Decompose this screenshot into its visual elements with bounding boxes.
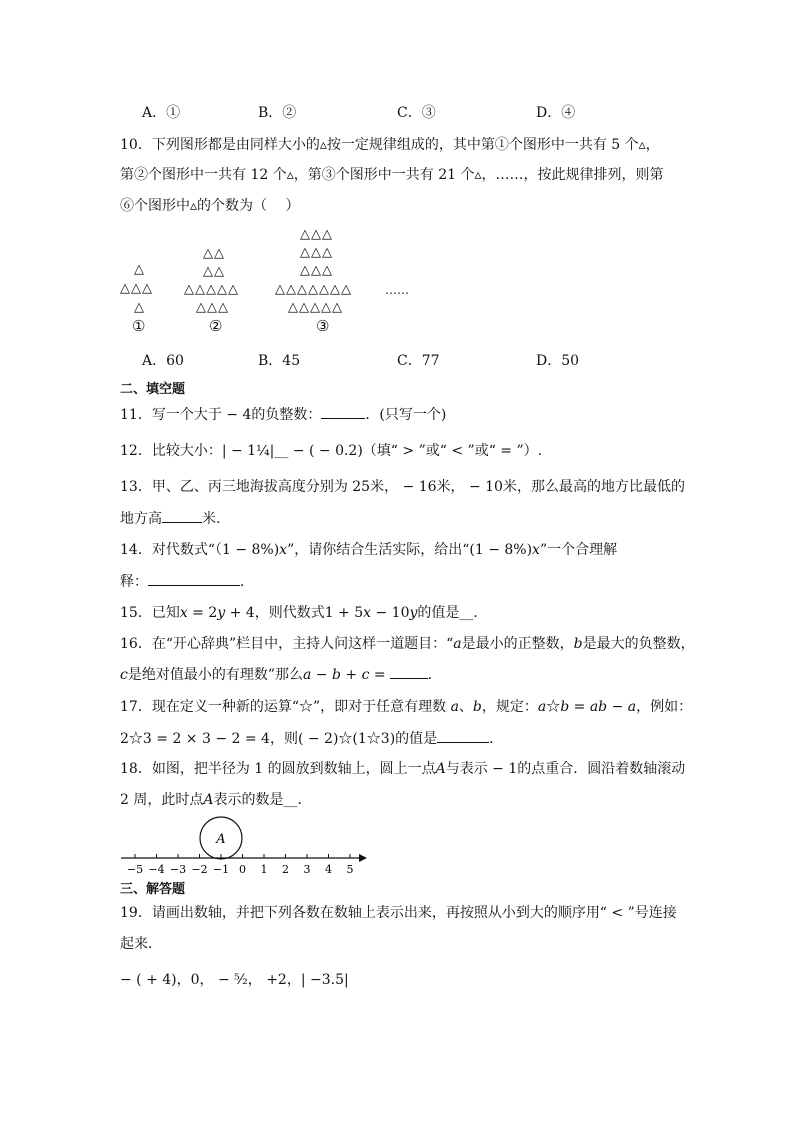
q17-blank — [437, 728, 489, 743]
q17-line-2 — [120, 728, 503, 749]
q10-option-c: C．77 — [397, 353, 440, 369]
q14-text-after: ． — [240, 574, 254, 590]
tick-label: 5 — [346, 863, 354, 876]
q16-text-after: ． — [427, 667, 442, 683]
tick-label: −1 — [212, 863, 230, 876]
q16-text: 𝑐是绝对值最小的有理数”那么𝑎 − 𝑏 + 𝑐 = — [120, 667, 386, 683]
q17-line-1: 17．现在定义一种新的运算“☆”，即对于任意有理数 𝑎、𝑏，规定：𝑎☆𝑏 = 𝑎𝑏 − 𝑎，例如： — [120, 699, 693, 715]
tick-label: −4 — [148, 863, 165, 876]
q13-line-1: 13．甲、乙、丙三地海拔高度分别为 25米， − 16米， − 10米，那么最高的地方比最低的 — [120, 479, 685, 495]
fig1-row-1: △ — [134, 262, 145, 277]
q11 — [120, 404, 446, 425]
fig1-row-3: △ — [134, 300, 145, 315]
q19-line-3: − ( + 4)，0， − ⁵⁄₂， +2，| −3.5| — [120, 972, 349, 988]
fig3-row-4: △△△△△△△ — [275, 282, 352, 297]
section-solve-heading: 三、解答题 — [120, 882, 186, 897]
q9-option-d: D．④ — [536, 105, 576, 121]
q14-line-2 — [120, 571, 254, 592]
tick-label: 2 — [282, 863, 289, 876]
tick-label: 4 — [325, 863, 332, 876]
tick-label: −3 — [169, 863, 187, 876]
fig3-row-3: △△△ — [300, 263, 333, 278]
q16-line-2 — [120, 664, 442, 685]
q10-option-d: D．50 — [536, 353, 580, 369]
q14-text: 释： — [120, 574, 148, 590]
number-line-arrow — [359, 854, 367, 862]
number-line-figure — [115, 812, 380, 878]
fig1-label: ① — [132, 317, 146, 335]
fig3-row-5: △△△△△ — [288, 300, 343, 315]
q17-text: 2☆3 = 2 × 3 − 2 = 4，则( − 2)☆(1☆3)的值是 — [120, 731, 438, 747]
circle-label: 𝐴 — [216, 832, 226, 847]
fig2-row-1: △△ — [203, 246, 225, 261]
q17-text-after: ． — [489, 731, 504, 747]
fig2-row-3: △△△△△ — [184, 282, 239, 297]
fig2-row-2: △△ — [203, 264, 225, 279]
q13-text: 地方高 — [120, 511, 162, 527]
fig2-label: ② — [209, 317, 223, 335]
q9-option-c: C．③ — [397, 105, 436, 121]
q11-text: 11．写一个大于 − 4的负整数： — [120, 407, 322, 423]
q18-line-1: 18．如图，把半径为 1 的圆放到数轴上，圆上一点𝐴与表示 − 1的点重合．圆沿着数轴滚动 — [120, 761, 686, 777]
q10-line-1: 10．下列图形都是由同样大小的▵按一定规律组成的，其中第①个图形中一共有 5 个▵， — [120, 137, 660, 153]
tick-label: −2 — [191, 863, 208, 876]
q19-line-2: 起来． — [120, 936, 162, 952]
tick-label: −5 — [126, 863, 144, 876]
fig3-row-2: △△△ — [300, 245, 333, 260]
q14-blank — [148, 571, 240, 586]
q9-option-a: A．① — [142, 105, 181, 121]
q10-line-3: ⑥个图形中▵的个数为（ ） — [120, 198, 300, 214]
q19-line-1: 19．请画出数轴，并把下列各数在数轴上表示出来，再按照从小到大的顺序用“ < ”号连接 — [120, 905, 677, 921]
tick-label: 1 — [260, 863, 268, 876]
q15: 15．已知𝑥 = 2𝑦 + 4，则代数式1 + 5𝑥 − 10𝑦的值是__． — [120, 605, 488, 621]
q11-text-after: ．(只写一个) — [365, 407, 447, 423]
fig2-row-4: △△△ — [196, 300, 229, 315]
tick-label: 3 — [303, 863, 311, 876]
q16-line-1: 16．在“开心辞典”栏目中，主持人问这样一道题目：“𝑎是最小的正整数，𝑏是最大的负整数， — [120, 636, 695, 652]
q10-option-b: B．45 — [258, 353, 301, 369]
q13-blank — [162, 508, 202, 523]
q13-line-2 — [120, 508, 220, 529]
q18-line-2: 2 周，此时点𝐴表示的数是__． — [120, 792, 312, 808]
tick-label: 0 — [239, 863, 246, 876]
section-fill-in-heading: 二、填空题 — [120, 382, 186, 397]
fig1-row-2: △△△ — [120, 281, 153, 296]
fig3-label: ③ — [316, 317, 330, 335]
q11-blank — [321, 404, 365, 419]
fig-ellipsis: …… — [385, 283, 409, 297]
q10-option-a: A．60 — [142, 353, 184, 369]
q16-blank — [390, 664, 428, 679]
q14-line-1: 14．对代数式“（1 − 8%)𝑥”，请你结合生活实际，给出“(1 − 8%)𝑥”一个合理解 — [120, 542, 618, 558]
q9-option-b: B．② — [258, 105, 297, 121]
fig3-row-1: △△△ — [300, 227, 333, 242]
q12: 12．比较大小：| − 1¼|__ − ( − 0.2)（填“ > ”或“ < ”或“ = ”）. — [120, 443, 543, 459]
q13-text-after: 米. — [202, 511, 221, 527]
q10-line-2: 第②个图形中一共有 12 个▵，第③个图形中一共有 21 个▵，……，按此规律排列，则第 — [120, 167, 664, 183]
